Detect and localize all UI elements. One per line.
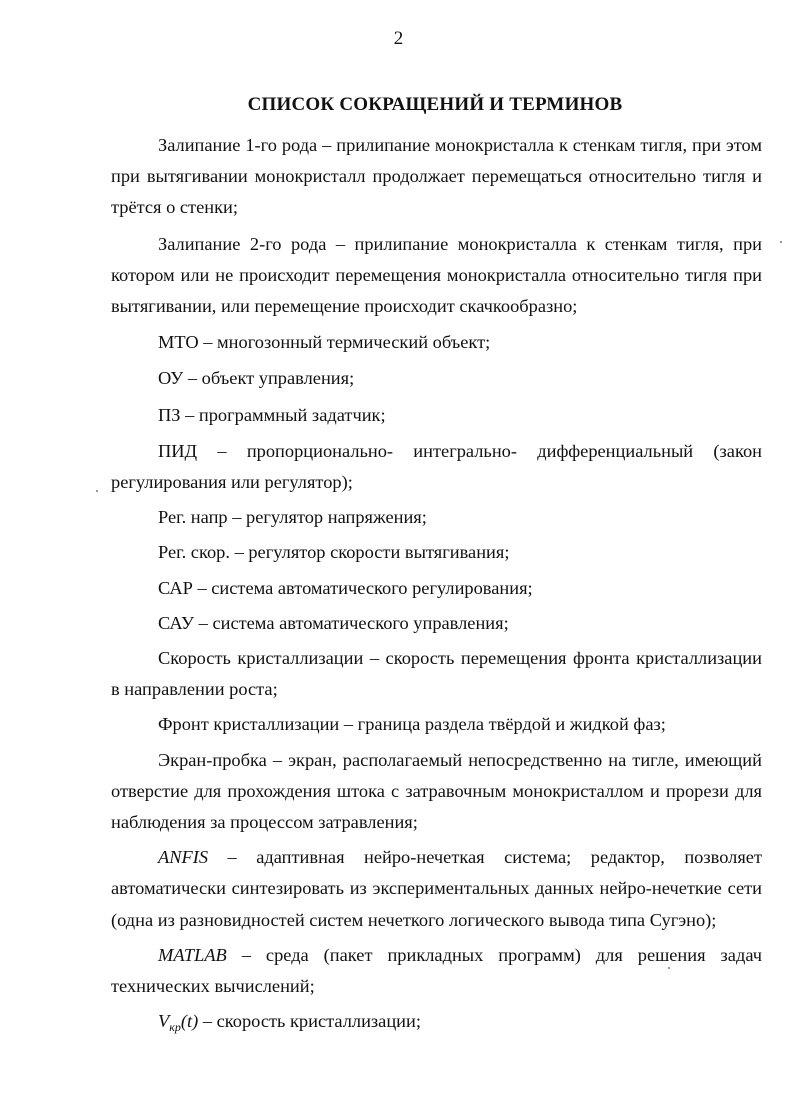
list-item [111,229,762,323]
definition: – граница раздела твёрдой и жидкой фаз; [339,714,666,735]
definition: – многозонный термический объект; [198,332,491,353]
definition: – прилипание монокристалла к стенкам тигля, при этом при вытягивании монокристалл продолжает перемещаться относительно тигля и трётся о стенки; [111,135,762,218]
definition: – система автоматического управления; [194,612,509,633]
abbreviation-list [111,130,762,1043]
term: ОУ [158,368,184,389]
term: MATLAB [158,944,227,965]
scan-speck [668,967,670,969]
page-title: СПИСОК СОКРАЩЕНИЙ И ТЕРМИНОВ [247,94,623,115]
list-item [111,363,762,394]
term: Залипание 1-го рода [158,135,318,155]
formula-symbol: V [158,1011,170,1032]
term: Скорость кристаллизации [158,648,364,669]
term: ANFIS [158,847,209,868]
formula [158,1011,199,1035]
term: Фронт кристаллизации [158,714,340,735]
definition: – регулятор скорости вытягивания; [229,542,510,563]
formula-subscript: кр [169,1020,181,1035]
list-item [111,573,762,604]
definition: – программный задатчик; [180,404,386,425]
list-item [111,940,762,1002]
list-item [111,643,762,705]
definition: – пропорционально- интегрально- дифференциальный (закон регулирования или регулятор); [111,440,762,493]
list-item [111,709,762,740]
term: Экран-пробка [158,749,267,770]
list-item [111,400,762,431]
definition: – среда (пакет прикладных программ) для решения задач технических вычислений; [111,944,762,997]
list-item [111,502,762,533]
definition: – прилипание монокристалла к стенкам тигля, при котором или не происходит перемещения монокристалла относительно тигля при вытягивании, или перемещение происходит скачкообразно; [111,233,762,317]
list-item [111,327,762,358]
list-item [111,436,762,498]
list-item [111,1006,762,1043]
term: ПЗ [158,404,181,425]
definition: – скорость кристаллизации; [198,1011,421,1032]
definition: – адаптивная нейро-нечеткая система; редактор, позволяет автоматически синтезировать из экспериментальных данных нейро-нечеткие сети (одна из разновидностей систем нечеткого логического вывода типа Сугэно); [111,847,762,930]
scan-speck [780,241,782,243]
list-item [111,608,762,639]
definition: – объект управления; [183,368,355,389]
list-item [111,745,762,839]
page-number: 2 [393,28,404,49]
term: САР [158,577,193,598]
term: Залипание 2-го рода [158,233,327,254]
definition: – регулятор напряжения; [227,507,427,528]
term: САУ [158,612,195,633]
definition: – экран, располагаемый непосредственно на тигле, имеющий отверстие для прохождения штока с затравочным монокристаллом и прорези для наблюдения за процессом затравления; [111,749,762,833]
scan-speck [96,490,98,492]
definition: – система автоматического регулирования; [192,577,533,598]
list-item [111,842,762,936]
term: Рег. скор. [158,542,230,563]
definition: – скорость перемещения фронта кристаллизации в направлении роста; [111,648,762,700]
list-item [111,537,762,568]
term: МТО [158,332,199,353]
formula-argument: (t) [180,1011,199,1032]
term: ПИД [158,440,198,461]
list-item [111,130,762,224]
term: Рег. напр [158,507,228,528]
